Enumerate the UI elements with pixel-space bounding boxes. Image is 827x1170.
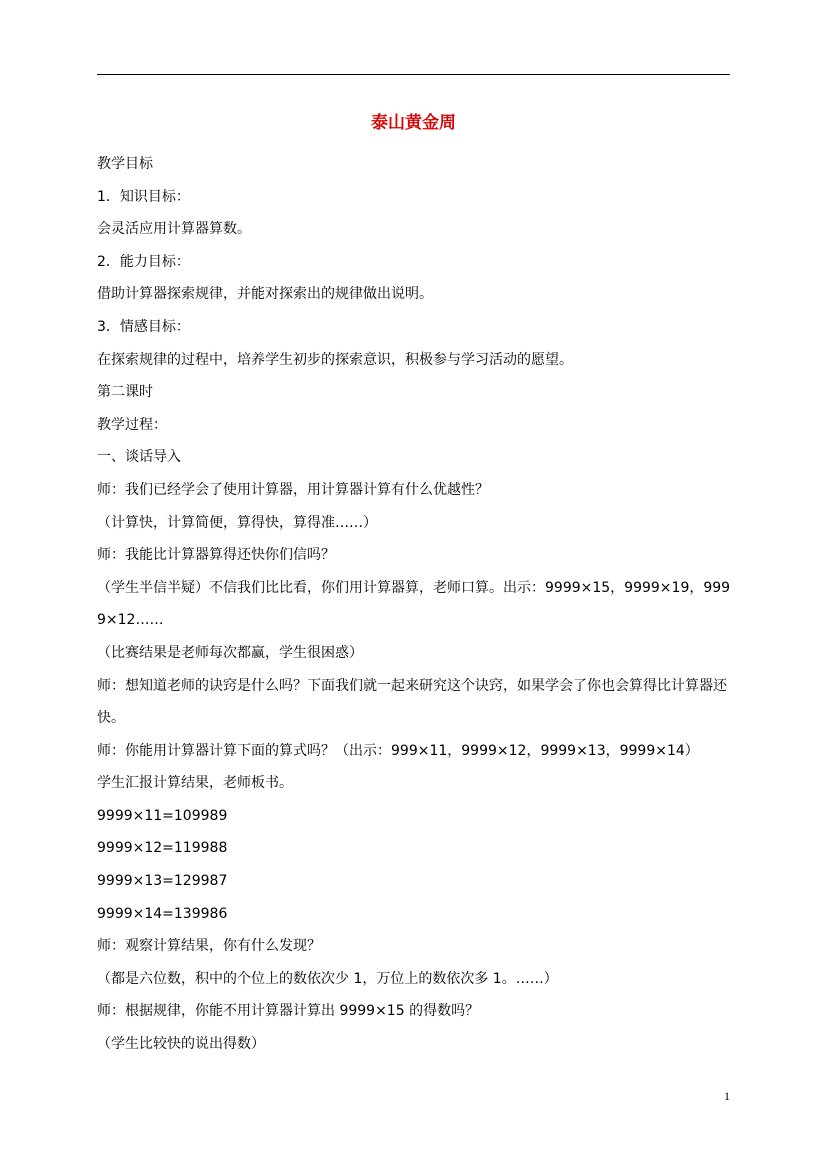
paragraph: 借助计算器探索规律，并能对探索出的规律做出说明。 bbox=[97, 286, 433, 303]
paragraph: 学生汇报计算结果，老师板书。 bbox=[97, 775, 293, 792]
paragraph: 师：你能用计算器计算下面的算式吗？（出示：999×11，9999×12，9999×13，9999×14） bbox=[97, 742, 699, 759]
paragraph: 1．知识目标： bbox=[97, 188, 190, 205]
paragraph: （比赛结果是老师每次都赢，学生很困惑） bbox=[97, 644, 363, 661]
paragraph: 师：根据规律，你能不用计算器计算出 9999×15 的得数吗？ bbox=[97, 1003, 480, 1020]
paragraph: 一、谈话导入 bbox=[97, 449, 181, 466]
paragraph: 会灵活应用计算器算数。 bbox=[97, 221, 251, 238]
document-title: 泰山黄金周 bbox=[371, 113, 456, 133]
equation-line: 9999×11=109989 bbox=[97, 807, 228, 824]
page-number: 1 bbox=[724, 1089, 730, 1103]
paragraph: 教学目标 bbox=[97, 156, 153, 172]
paragraph: 3．情感目标： bbox=[97, 318, 190, 335]
document-body bbox=[97, 148, 731, 1061]
paragraph: 师：观察计算结果，你有什么发现？ bbox=[97, 938, 321, 955]
paragraph: （都是六位数，积中的个位上的数依次少 1，万位上的数依次多 1。……） bbox=[97, 970, 558, 987]
header-rule bbox=[97, 74, 730, 75]
paragraph: 师：我能比计算器算得还快你们信吗？ bbox=[97, 547, 335, 564]
paragraph: （学生半信半疑）不信我们比比看，你们用计算器算，老师口算。出示：9999×15，9999×19，9999×12…… bbox=[97, 579, 731, 629]
equation-line: 9999×12=119988 bbox=[97, 840, 228, 857]
equation-line: 9999×13=129987 bbox=[97, 873, 228, 890]
paragraph: 师：我们已经学会了使用计算器，用计算器计算有什么优越性？ bbox=[97, 481, 489, 498]
paragraph: 2．能力目标： bbox=[97, 253, 190, 270]
paragraph: 教学过程： bbox=[97, 416, 167, 433]
paragraph: （计算快，计算简便，算得快，算得准……） bbox=[97, 514, 377, 531]
equation-line: 9999×14=139986 bbox=[97, 905, 228, 922]
paragraph: 第二课时 bbox=[97, 384, 153, 401]
paragraph: 在探索规律的过程中，培养学生初步的探索意识，积极参与学习活动的愿望。 bbox=[97, 351, 573, 368]
paragraph: （学生比较快的说出得数） bbox=[97, 1036, 265, 1053]
paragraph: 师：想知道老师的诀窍是什么吗？下面我们就一起来研究这个诀窍，如果学会了你也会算得比计算器还快。 bbox=[97, 677, 727, 727]
